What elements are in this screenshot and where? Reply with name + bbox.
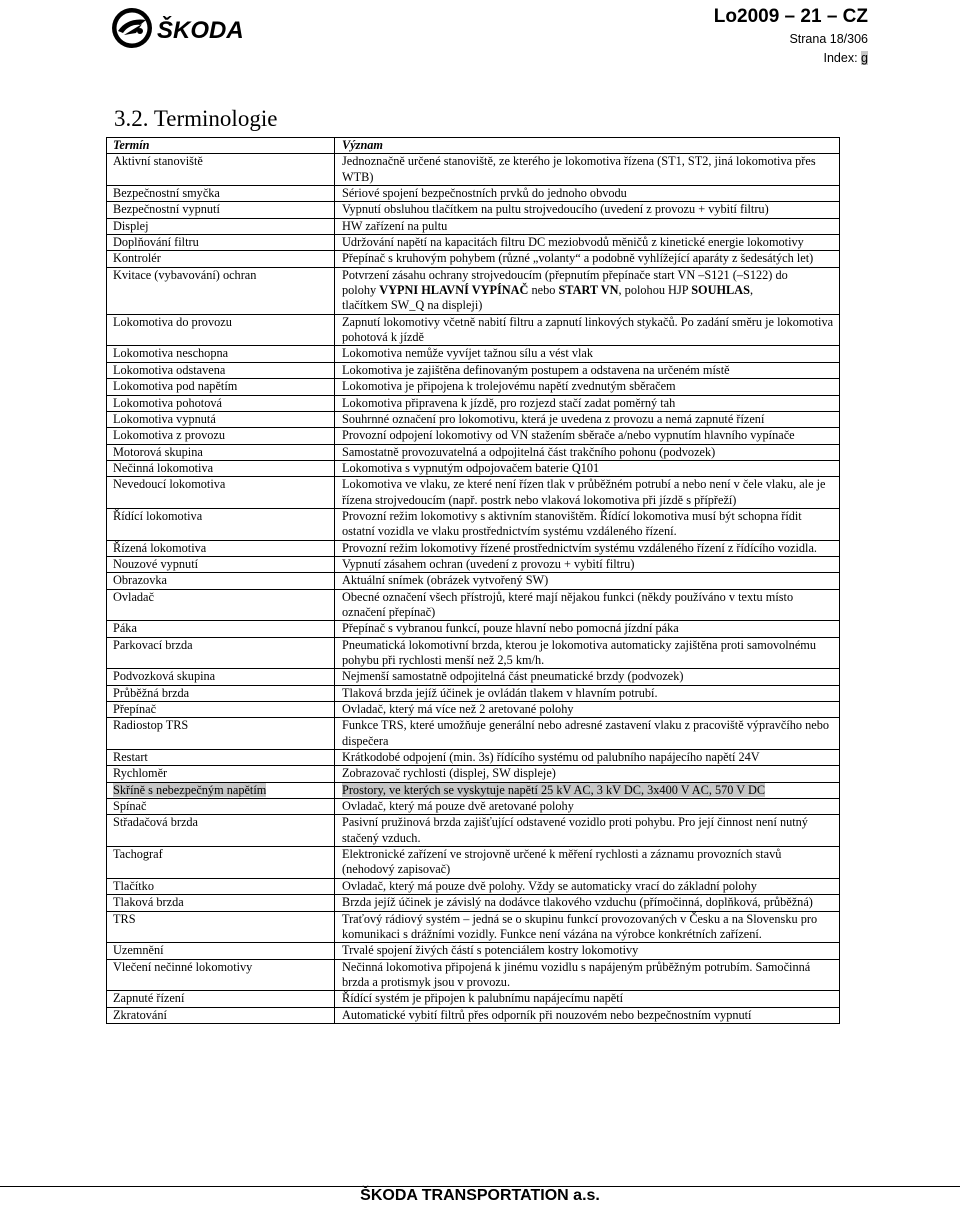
table-row xyxy=(107,815,840,847)
term-cell xyxy=(107,621,335,637)
term-cell xyxy=(107,362,335,378)
table-row xyxy=(107,346,840,362)
meaning-cell xyxy=(335,235,840,251)
term-text: Rychloměr xyxy=(113,766,168,781)
table-row xyxy=(107,750,840,766)
term-cell xyxy=(107,267,335,314)
header-term: Termín xyxy=(107,138,335,154)
term-text: Kontrolér xyxy=(113,251,161,266)
meaning-cell xyxy=(335,411,840,427)
meaning-cell xyxy=(335,428,840,444)
table-row xyxy=(107,878,840,894)
term-cell xyxy=(107,847,335,879)
kvitace-bold-text: START VN xyxy=(558,283,619,298)
meaning-text: Přepínač s vybranou funkcí, pouze hlavní nebo pomocná jízdní páka xyxy=(342,621,679,636)
term-text: Průběžná brzda xyxy=(113,685,190,700)
table-row xyxy=(107,895,840,911)
term-cell xyxy=(107,508,335,540)
winged-arrow-logo-icon xyxy=(110,6,252,50)
meaning-cell xyxy=(335,346,840,362)
term-cell xyxy=(107,202,335,218)
term-cell xyxy=(107,235,335,251)
meaning-text: Lokomotiva nemůže vyvíjet tažnou sílu a vést vlak xyxy=(342,346,593,361)
footer-company: ŠKODA TRANSPORTATION a.s. xyxy=(360,1187,600,1204)
meaning-cell xyxy=(335,991,840,1007)
term-text: Skříně s nebezpečným napětím xyxy=(113,782,267,797)
table-row xyxy=(107,218,840,234)
term-cell xyxy=(107,379,335,395)
kvitace-text: , polohou HJP xyxy=(618,283,692,298)
table-row xyxy=(107,540,840,556)
meaning-cell xyxy=(335,379,840,395)
table-row xyxy=(107,411,840,427)
meaning-text: Automatické vybití filtrů přes odporník při nouzovém nebo bezpečnostním vypnutí xyxy=(342,1007,752,1022)
table-row xyxy=(107,911,840,943)
meaning-cell xyxy=(335,589,840,621)
kvitace-bold-text: SOUHLAS xyxy=(691,283,750,298)
meaning-cell xyxy=(335,911,840,943)
term-cell xyxy=(107,911,335,943)
meaning-text: Řídící systém je připojen k palubnímu napájecímu napětí xyxy=(342,991,624,1006)
term-cell xyxy=(107,314,335,346)
table-row xyxy=(107,702,840,718)
term-cell xyxy=(107,444,335,460)
kvitace-text: polohy xyxy=(342,283,380,298)
term-cell xyxy=(107,573,335,589)
term-text: Nečinná lokomotiva xyxy=(113,460,214,475)
term-text: Lokomotiva neschopna xyxy=(113,346,229,361)
meaning-cell xyxy=(335,1007,840,1023)
table-row xyxy=(107,395,840,411)
meaning-cell xyxy=(335,702,840,718)
table-row xyxy=(107,959,840,991)
meaning-text: Zapnutí lokomotivy včetně nabití filtru a zapnutí linkových stykačů. Po zadání směru je lokomotiva pohotová k jízdě xyxy=(342,314,834,345)
term-text: Lokomotiva pohotová xyxy=(113,395,222,410)
meaning-text: Provozní odpojení lokomotivy od VN stažením sběrače a/nebo vypnutím hlavního vypínače xyxy=(342,428,795,443)
term-text: Doplňování filtru xyxy=(113,235,199,250)
table-row xyxy=(107,267,840,314)
term-cell xyxy=(107,718,335,750)
meaning-cell xyxy=(335,186,840,202)
page-header xyxy=(0,0,960,80)
meaning-text: Funkce TRS, které umožňuje generální nebo adresné zastavení vlaku z pracoviště výpravčího nebo dispečera xyxy=(342,718,830,748)
meaning-text: Souhrnné označení pro lokomotivu, která je uvedena z provozu a nemá zapnuté řízení xyxy=(342,411,765,426)
term-cell xyxy=(107,878,335,894)
section-title: 3.2. Terminologie xyxy=(114,106,278,131)
index-label xyxy=(824,51,869,65)
term-text: Spínač xyxy=(113,799,147,814)
term-cell xyxy=(107,943,335,959)
term-text: Restart xyxy=(113,750,148,765)
kvitace-bold-text: VYPNI HLAVNÍ VYPÍNAČ xyxy=(379,283,529,298)
meaning-cell xyxy=(335,637,840,669)
meaning-text: Lokomotiva je zajištěna definovaným postupem a odstavena na určeném místě xyxy=(342,362,730,377)
table-row xyxy=(107,154,840,186)
term-cell xyxy=(107,589,335,621)
meaning-text: Nejmenší samostatně odpojitelná část pneumatické brzdy (podvozek) xyxy=(342,669,684,684)
table-row xyxy=(107,556,840,572)
term-cell xyxy=(107,750,335,766)
meaning-cell xyxy=(335,943,840,959)
meaning-text: Obecné označení všech přístrojů, které mají nějakou funkci (někdy používáno v textu místo označení přepínač) xyxy=(342,589,794,619)
term-text: Lokomotiva vypnutá xyxy=(113,411,216,426)
table-row xyxy=(107,766,840,782)
meaning-cell xyxy=(335,267,840,314)
meaning-text: Vypnutí zásahem ochran (uvedení z provozu + vybití filtru) xyxy=(342,556,635,571)
meaning-cell xyxy=(335,154,840,186)
meaning-text: HW zařízení na pultu xyxy=(342,218,448,233)
table-row xyxy=(107,186,840,202)
meaning-cell xyxy=(335,251,840,267)
term-cell xyxy=(107,815,335,847)
term-text: Páka xyxy=(113,621,137,636)
meaning-cell xyxy=(335,395,840,411)
kvitace-text: , xyxy=(749,283,754,298)
meaning-text: Aktuální snímek (obrázek vytvořený SW) xyxy=(342,573,549,588)
meaning-text: Sériové spojení bezpečnostních prvků do jednoho obvodu xyxy=(342,186,627,201)
meaning-text: Vypnutí obsluhou tlačítkem na pultu strojvedoucího (uvedení z provozu + vybití filtru) xyxy=(342,202,769,217)
meaning-cell xyxy=(335,362,840,378)
meaning-text: Traťový rádiový systém – jedná se o skupinu funkcí provozovaných v Česku a na Slovensku pro komunikaci s drážními vozidly. Funkce není vázána na výrobce konkrétních zařízení. xyxy=(342,911,818,941)
meaning-text: Ovladač, který má více než 2 aretované polohy xyxy=(342,702,574,717)
meaning-cell xyxy=(335,782,840,798)
table-row xyxy=(107,669,840,685)
meaning-text: Jednoznačně určené stanoviště, ze kterého je lokomotiva řízena (ST1, ST2, jiná lokomotiva přes WTB) xyxy=(342,154,816,184)
term-cell xyxy=(107,428,335,444)
term-text: Vlečení nečinné lokomotivy xyxy=(113,959,253,974)
meaning-cell xyxy=(335,766,840,782)
term-text: TRS xyxy=(113,911,136,926)
term-text: Bezpečnostní vypnutí xyxy=(113,202,220,217)
term-text: Obrazovka xyxy=(113,573,167,588)
term-cell xyxy=(107,251,335,267)
table-row xyxy=(107,508,840,540)
term-text: Motorová skupina xyxy=(113,444,203,459)
term-text: Přepínač xyxy=(113,702,157,717)
meaning-cell xyxy=(335,314,840,346)
term-cell xyxy=(107,782,335,798)
meaning-text: Tlaková brzda jejíž účinek je ovládán tlakem v hlavním potrubí. xyxy=(342,685,658,700)
table-row xyxy=(107,362,840,378)
term-cell xyxy=(107,346,335,362)
term-text: Lokomotiva do provozu xyxy=(113,314,232,329)
term-text: Řídící lokomotiva xyxy=(113,508,203,523)
table-row xyxy=(107,847,840,879)
table-row xyxy=(107,379,840,395)
index-label-text: Index: xyxy=(823,51,858,65)
terminology-table xyxy=(106,137,840,1024)
term-text: Zkratování xyxy=(113,1007,167,1022)
term-text: Kvitace (vybavování) ochran xyxy=(113,267,257,282)
term-cell xyxy=(107,669,335,685)
meaning-cell xyxy=(335,799,840,815)
skoda-logo xyxy=(110,6,252,50)
table-body xyxy=(107,154,840,1024)
meaning-cell xyxy=(335,556,840,572)
meaning-cell xyxy=(335,540,840,556)
term-cell xyxy=(107,218,335,234)
term-cell xyxy=(107,895,335,911)
meaning-cell xyxy=(335,959,840,991)
table-row xyxy=(107,251,840,267)
term-cell xyxy=(107,637,335,669)
meaning-text: Ovladač, který má pouze dvě aretované polohy xyxy=(342,799,574,814)
term-text: Lokomotiva odstavena xyxy=(113,362,226,377)
term-text: Zapnuté řízení xyxy=(113,991,185,1006)
term-text: Tachograf xyxy=(113,847,163,862)
table-row xyxy=(107,460,840,476)
meaning-text: Pasivní pružinová brzda zajišťující odstavené vozidlo proti pohybu. Pro její činnost není nutný stačený vzduch. xyxy=(342,815,808,845)
term-cell xyxy=(107,477,335,509)
term-cell xyxy=(107,395,335,411)
meaning-text: Lokomotiva je připojena k trolejovému napětí zvednutým sběračem xyxy=(342,379,676,394)
meaning-cell xyxy=(335,718,840,750)
meaning-text: Prostory, ve kterých se vyskytuje napětí 25 kV AC, 3 kV DC, 3x400 V AC, 570 V DC xyxy=(342,782,766,797)
meaning-text: Elektronické zařízení ve strojovně určené k měření rychlosti a záznamu provozních stavů (nehodový zapisovač) xyxy=(342,847,782,877)
meaning-cell xyxy=(335,218,840,234)
document-id: Lo2009 – 21 – CZ xyxy=(713,6,868,27)
term-text: Bezpečnostní smyčka xyxy=(113,186,220,201)
meaning-text: Nečinná lokomotiva připojená k jinému vozidlu s napájeným průběžným potrubím. Samočinná brzda a protismyk jsou v provozu. xyxy=(342,959,811,989)
meaning-text: Přepínač s kruhovým pohybem (různé „volanty“ a podobně vyhlížející aparáty z šedesátých let) xyxy=(342,251,814,266)
meaning-text: Lokomotiva připravena k jízdě, pro rozjezd stačí zadat poměrný tah xyxy=(342,395,676,410)
meaning-cell xyxy=(335,202,840,218)
table-row xyxy=(107,235,840,251)
meaning-cell xyxy=(335,508,840,540)
table-row xyxy=(107,637,840,669)
meaning-cell xyxy=(335,895,840,911)
term-cell xyxy=(107,991,335,1007)
term-cell xyxy=(107,186,335,202)
term-text: Displej xyxy=(113,218,149,233)
term-cell xyxy=(107,799,335,815)
term-text: Ovladač xyxy=(113,589,154,604)
kvitace-line-3: tlačítkem SW_Q na displeji) xyxy=(342,298,483,313)
meaning-text: Udržování napětí na kapacitách filtru DC meziobvodů měničů z kinetické energie lokomotivy xyxy=(342,235,804,250)
meaning-text: Provozní režim lokomotivy řízené prostřednictvím systému vzdáleného řízení z řídícího vozidla. xyxy=(342,540,818,555)
meaning-text: Lokomotiva s vypnutým odpojovačem baterie Q101 xyxy=(342,460,600,475)
term-text: Nouzové vypnutí xyxy=(113,556,199,571)
term-text: Aktivní stanoviště xyxy=(113,154,203,169)
term-cell xyxy=(107,411,335,427)
table-row xyxy=(107,477,840,509)
term-text: Radiostop TRS xyxy=(113,718,189,733)
term-text: Lokomotiva pod napětím xyxy=(113,379,238,394)
kvitace-line-1: Potvrzení zásahu ochrany strojvedoucím (přepnutím přepínače start VN –S121 (–S122) do xyxy=(342,267,788,282)
table-row xyxy=(107,685,840,701)
meaning-cell xyxy=(335,815,840,847)
meaning-text: Ovladač, který má pouze dvě polohy. Vždy se automaticky vrací do základní polohy xyxy=(342,878,757,893)
page-number: Strana 18/306 xyxy=(789,32,868,46)
term-text: Tlačítko xyxy=(113,878,154,893)
table-header-row xyxy=(107,138,840,154)
table-row xyxy=(107,573,840,589)
term-text: Střadačová brzda xyxy=(113,815,199,830)
term-cell xyxy=(107,685,335,701)
term-cell xyxy=(107,702,335,718)
meaning-text: Trvalé spojení živých částí s potenciálem kostry lokomotivy xyxy=(342,943,639,958)
table-row xyxy=(107,621,840,637)
table-row xyxy=(107,718,840,750)
meaning-cell xyxy=(335,444,840,460)
term-cell xyxy=(107,959,335,991)
meaning-cell xyxy=(335,847,840,879)
table-row xyxy=(107,589,840,621)
meaning-text: Brzda jejíž účinek je závislý na dodávce tlakového vzduchu (přímočinná, doplňková, průběžná) xyxy=(342,895,813,910)
meaning-cell xyxy=(335,477,840,509)
table-row xyxy=(107,314,840,346)
table-row xyxy=(107,943,840,959)
term-text: Podvozková skupina xyxy=(113,669,216,684)
term-cell xyxy=(107,460,335,476)
meaning-text: Lokomotiva ve vlaku, ze které není řízen tlak v průběžném potrubí a nebo není v čele vlaku, ale je řízena strojvedoucím (např. postrk nebo vlaková lokomotiva při jízdě s přípřeží) xyxy=(342,477,826,507)
meaning-text: Krátkodobé odpojení (min. 3s) řídícího systému od palubního napájecího napětí 24V xyxy=(342,750,760,765)
meaning-cell xyxy=(335,573,840,589)
meaning-cell xyxy=(335,685,840,701)
table-row xyxy=(107,991,840,1007)
table-row xyxy=(107,782,840,798)
meaning-text: Pneumatická lokomotivní brzda, kterou je lokomotiva automaticky zajištěna proti samovolnému pohybu při rychlosti menší než 2,5 km/h. xyxy=(342,637,817,667)
brand-text: ŠKODA xyxy=(157,17,244,44)
meaning-cell xyxy=(335,750,840,766)
meaning-cell xyxy=(335,621,840,637)
meaning-text: Samostatně provozuvatelná a odpojitelná část trakčního pohonu (podvozek) xyxy=(342,444,716,459)
term-text: Uzemnění xyxy=(113,943,164,958)
term-text: Tlaková brzda xyxy=(113,895,184,910)
term-text: Nevedoucí lokomotiva xyxy=(113,477,226,492)
meaning-cell xyxy=(335,460,840,476)
table-row xyxy=(107,428,840,444)
meaning-cell xyxy=(335,878,840,894)
table-row xyxy=(107,202,840,218)
header-meaning: Význam xyxy=(335,138,840,154)
table-row xyxy=(107,799,840,815)
term-text: Lokomotiva z provozu xyxy=(113,428,226,443)
meaning-cell xyxy=(335,669,840,685)
term-cell xyxy=(107,556,335,572)
meaning-text: Provozní režim lokomotivy s aktivním stanovištěm. Řídící lokomotiva musí být schopna řídit ostatní vozidla ve vlaku prostřednictvím systému vzdáleného řízení. xyxy=(342,508,802,539)
term-cell xyxy=(107,1007,335,1023)
meaning-text: Zobrazovač rychlosti (displej, SW displeje) xyxy=(342,766,556,781)
term-cell xyxy=(107,154,335,186)
term-text: Parkovací brzda xyxy=(113,637,193,652)
table-row xyxy=(107,444,840,460)
index-value: g xyxy=(861,51,868,65)
table-row xyxy=(107,1007,840,1023)
kvitace-text: nebo xyxy=(528,283,559,298)
term-text: Řízená lokomotiva xyxy=(113,540,207,555)
term-cell xyxy=(107,766,335,782)
term-cell xyxy=(107,540,335,556)
